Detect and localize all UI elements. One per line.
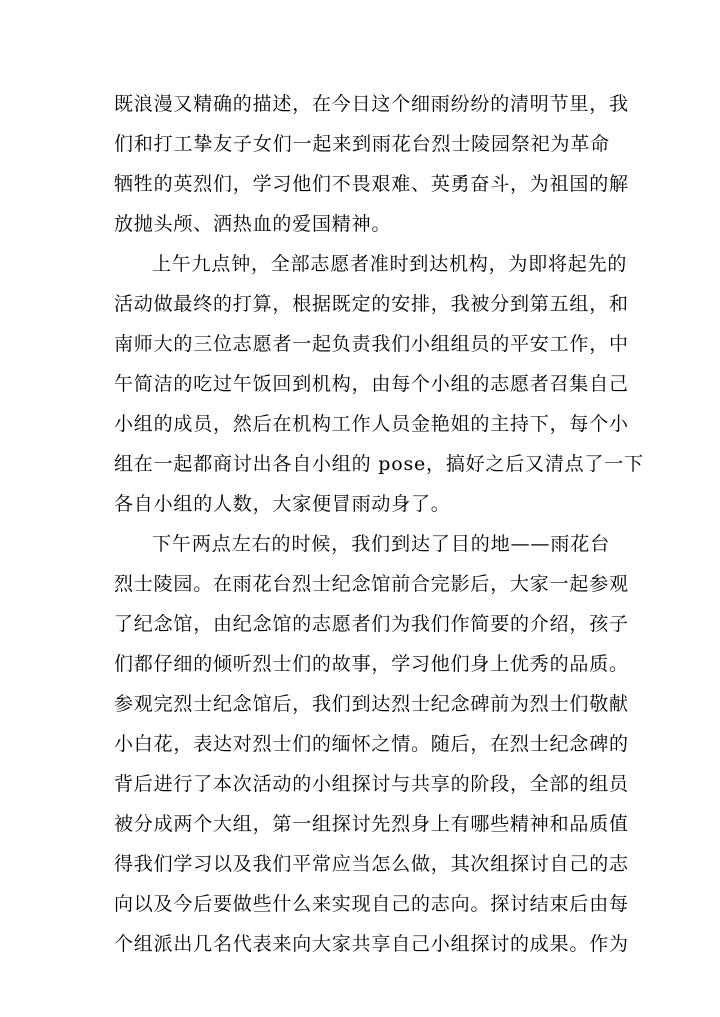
text-line: 组在一起都商讨出各自小组的 pose，搞好之后又清点了一下 <box>114 453 644 475</box>
text-line: 被分成两个大组，第一组探讨先烈身上有哪些精神和品质值 <box>114 813 629 835</box>
text-line: 背后进行了本次活动的小组探讨与共享的阶段，全部的组员 <box>114 773 629 795</box>
text-line: 既浪漫又精确的描述，在今日这个细雨纷纷的清明节里，我 <box>114 93 629 115</box>
text-line: 南师大的三位志愿者一起负责我们小组组员的平安工作，中 <box>114 333 629 355</box>
paragraph-first-line: 下午两点左右的时候，我们到达了目的地——雨花台 <box>152 533 610 555</box>
paragraph-first-line: 上午九点钟，全部志愿者准时到达机构，为即将起先的 <box>152 253 628 275</box>
text-line: 牺牲的英烈们，学习他们不畏艰难、英勇奋斗，为祖国的解 <box>114 173 629 195</box>
text-line: 小白花，表达对烈士们的缅怀之情。随后，在烈士纪念碑的 <box>114 733 629 755</box>
text-line: 活动做最终的打算，根据既定的安排，我被分到第五组，和 <box>114 293 629 315</box>
text-line: 小组的成员，然后在机构工作人员金艳姐的主持下，每个小 <box>114 413 629 435</box>
text-line: 个组派出几名代表来向大家共享自己小组探讨的成果。作为 <box>114 933 629 955</box>
body-text <box>114 84 644 964</box>
text-line: 各自小组的人数，大家便冒雨动身了。 <box>114 493 451 515</box>
text-line: 参观完烈士纪念馆后，我们到达烈士纪念碑前为烈士们敬献 <box>114 693 629 715</box>
text-line: 烈士陵园。在雨花台烈士纪念馆前合完影后，大家一起参观 <box>114 573 629 595</box>
text-line: 得我们学习以及我们平常应当怎么做，其次组探讨自己的志 <box>114 853 629 875</box>
text-line: 们和打工挚友子女们一起来到雨花台烈士陵园祭祀为革命 <box>114 133 610 155</box>
text-line: 午简洁的吃过午饭回到机构，由每个小组的志愿者召集自己 <box>114 373 629 395</box>
text-line: 放抛头颅、洒热血的爱国精神。 <box>114 213 392 235</box>
text-line: 了纪念馆，由纪念馆的志愿者们为我们作简要的介绍，孩子 <box>114 613 629 635</box>
text-line: 们都仔细的倾听烈士们的故事，学习他们身上优秀的品质。 <box>114 653 629 675</box>
text-line: 向以及今后要做些什么来实现自己的志向。探讨结束后由每 <box>114 893 629 915</box>
